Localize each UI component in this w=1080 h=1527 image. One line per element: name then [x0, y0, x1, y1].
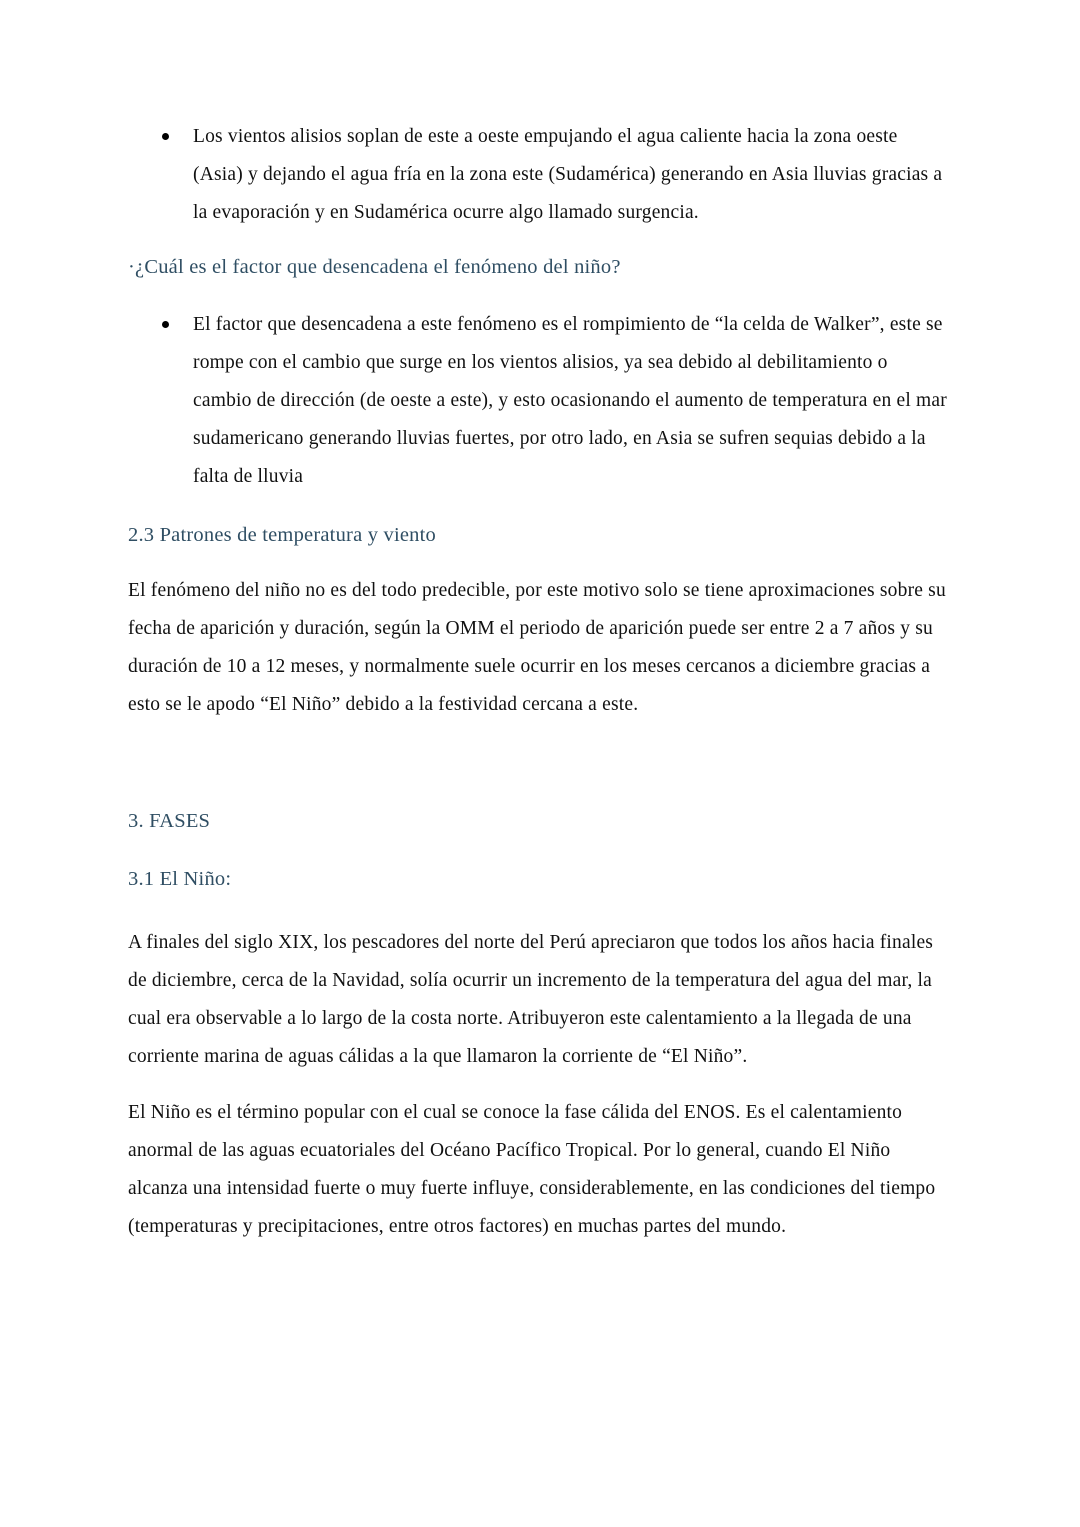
bullet-text-vientos-alisios: Los vientos alisios soplan de este a oeste empujando el agua caliente hacia la zona oeste (Asia) y dejando el agua fría en la zona este (Sudamérica) generando en Asia lluvias gracias a la evaporación y en Sudamérica ocurre algo llamado surgencia.: [193, 126, 943, 223]
heading-3-fases: 3. FASES: [128, 810, 211, 832]
bullet-list-vientos-alisios: [128, 118, 950, 232]
spacer: [128, 232, 950, 248]
spacer: [128, 286, 950, 306]
heading-3-1-el-nino: 3.1 El Niño:: [128, 868, 232, 890]
spacer: [128, 1076, 950, 1094]
spacer: [128, 898, 950, 924]
bullet-dot-icon: [162, 321, 169, 328]
paragraph-definicion-el-nino: El Niño es el término popular con el cual se conoce la fase cálida del ENOS. Es el calentamiento anormal de las aguas ecuatoriales del Océano Pacífico Tropical. Por lo general, cuando El Niño alcanza una intensidad fuerte o muy fuerte influye, considerablemente, en las condiciones del tiempo (temperaturas y precipitaciones, entre otros factores) en muchas partes del mundo.: [128, 1102, 936, 1237]
heading-question-factor-desencadenante: ·¿Cuál es el factor que desencadena el fenómeno del niño?: [128, 256, 621, 278]
paragraph-historia-el-nino: A finales del siglo XIX, los pescadores del norte del Perú apreciaron que todos los años hacia finales de diciembre, cerca de la Navidad, solía ocurrir un incremento de la temperatura del agua del mar, la cual era observable a lo largo de la costa norte. Atribuyeron este calentamiento a la llegada de una corriente marina de aguas cálidas a la que llamaron la corriente de “El Niño”.: [128, 932, 934, 1067]
paragraph-patrones-temperatura-viento: El fenómeno del niño no es del todo predecible, por este motivo solo se tiene aproximaciones sobre su fecha de aparición y duración, según la OMM el periodo de aparición puede ser entre 2 a 7 años y su duración de 10 a 12 meses, y normalmente suele ocurrir en los meses cercanos a diciembre gracias a esto se le apodo “El Niño” debido a la festividad cercana a este.: [128, 580, 946, 715]
spacer: [128, 724, 950, 802]
heading-2-3-patrones-temperatura-viento: 2.3 Patrones de temperatura y viento: [128, 524, 436, 546]
spacer: [128, 840, 950, 860]
document-content: [128, 118, 950, 1246]
bullet-list-celda-walker: [128, 306, 950, 496]
spacer: [128, 554, 950, 572]
list-item: [128, 118, 950, 232]
spacer: [128, 496, 950, 516]
bullet-text-celda-walker: El factor que desencadena a este fenómeno es el rompimiento de “la celda de Walker”, este se rompe con el cambio que surge en los vientos alisios, ya sea debido al debilitamiento o cambio de dirección (de oeste a este), y esto ocasionando el aumento de temperatura en el mar sudamericano generando lluvias fuertes, por otro lado, en Asia se sufren sequias debido a la falta de lluvia: [193, 314, 947, 487]
list-item: [128, 306, 950, 496]
bullet-dot-icon: [162, 133, 169, 140]
